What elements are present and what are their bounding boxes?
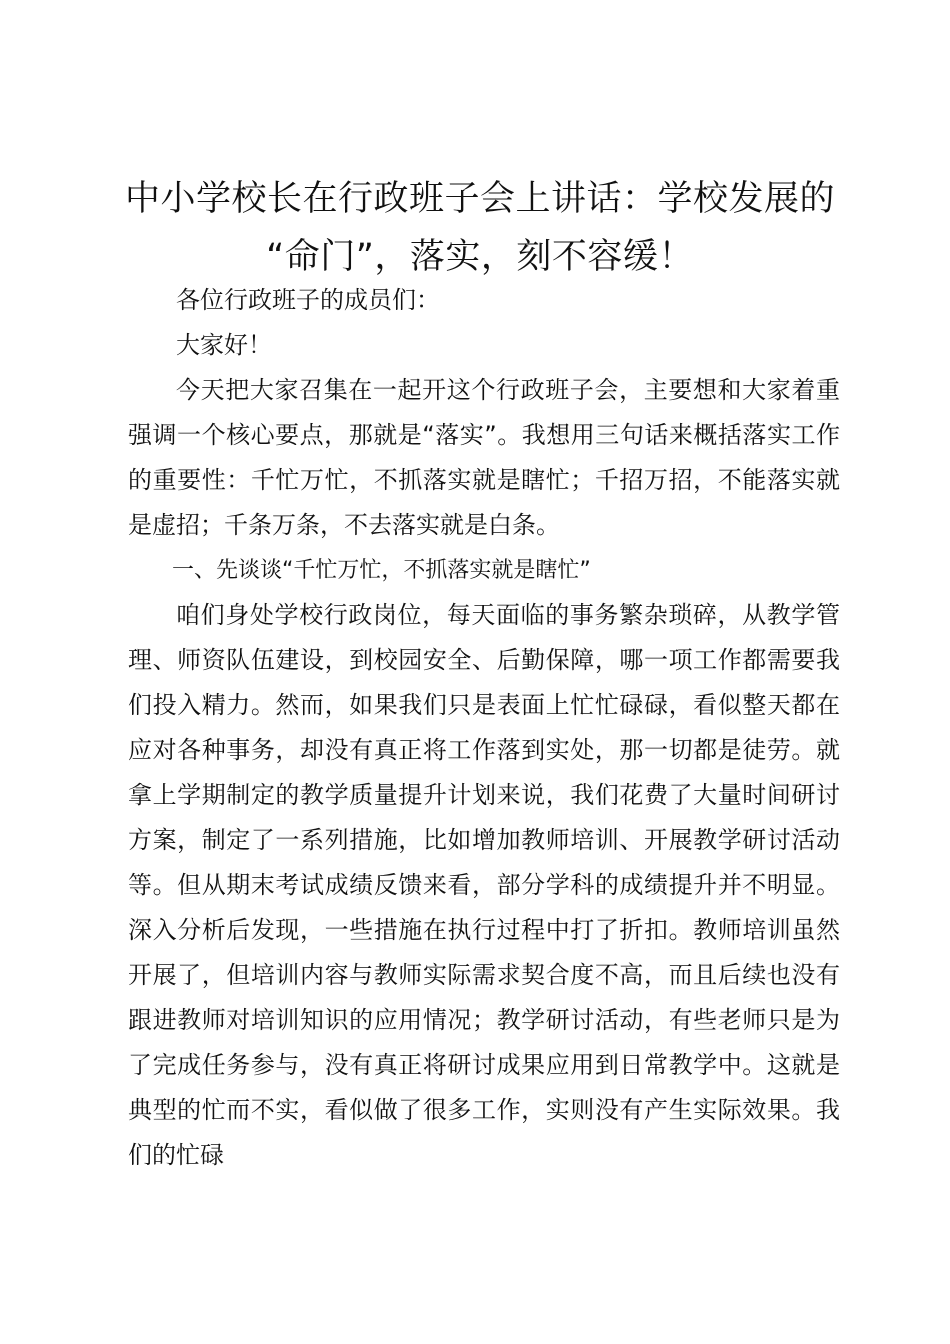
title-line-2: “命门”，落实，刻不容缓！ [266,237,694,277]
section-1-paragraph: 咱们身处学校行政岗位，每天面临的事务繁杂琐碎，从教学管理、师资队伍建设，到校园安全、后勤保障，哪一项工作都需要我们投入精力。然而，如果我们只是表面上忙忙碌碌，看似整天都在应对各种事务，却没有真正将工作落到实处，那一切都是徒劳。就拿上学期制定的教学质量提升计划来说，我们花费了大量时间研讨方案，制定了一系列措施，比如增加教师培训、开展教学研讨活动等。但从期末考试成绩反馈来看，部分学科的成绩提升并不明显。深入分析后发现，一些措施在执行过程中打了折扣。教师培训虽然开展了，但培训内容与教师实际需求契合度不高，而且后续也没有跟进教师对培训知识的应用情况；教学研讨活动，有些老师只是为了完成任务参与，没有真正将研讨成果应用到日常教学中。这就是典型的忙而不实，看似做了很多工作，实则没有产生实际效果。我们的忙碌 [128,601,840,1169]
intro-paragraph: 今天把大家召集在一起开这个行政班子会，主要想和大家着重强调一个核心要点，那就是“落实”。我想用三句话来概括落实工作的重要性：千忙万忙，不抓落实就是瞎忙；千招万招，不能落实就是虚招；千条万条，不去落实就是白条。 [128,376,840,539]
section-heading-1: 一、先谈谈“千忙万忙，不抓落实就是瞎忙” [172,558,591,583]
salutation: 各位行政班子的成员们： [176,286,440,314]
title-line-1: 中小学校长在行政班子会上讲话：学校发展的 [124,179,835,219]
document-title [110,170,850,286]
greeting: 大家好！ [176,331,272,359]
document-body [128,278,840,1178]
